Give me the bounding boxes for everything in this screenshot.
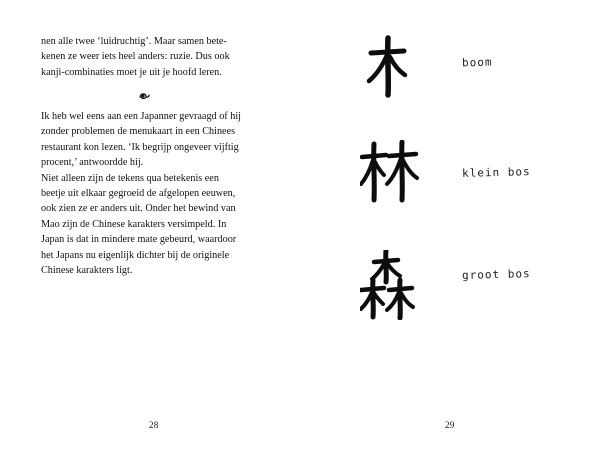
label-boom: boom [461,55,493,70]
left-text-block [41,34,276,80]
paragraph-1: nen alle twee ‘luidruchtig’. Maar samen bete- kenen ze weer iets heel anders: ruzie. Dus ook kanji-combinaties moet je uit je hoofd leren. [41,36,230,78]
right-page [300,0,600,450]
label-klein-bos: klein bos [461,165,531,180]
kanji-tree-illustration [360,35,440,100]
decorative-ornament-icon [138,88,150,98]
kanji-large-forest-illustration [360,250,440,320]
paragraph-3: Niet alleen zijn de tekens qua betekenis een beetje uit elkaar gegroeid de afgelopen eeuwen, ook zien ze er anders uit. Onder het bewind van Mao zijn de Chinese karakters versimpeld. In Japan is dat in mindere mate gebeurd, waardoor het Japans nu eigenlijk dichter bij de originele Chinese karakters ligt. [41,172,237,277]
page-number-left: 28 [149,420,159,430]
left-text-block-2 [41,109,276,278]
kanji-small-forest-illustration [360,140,440,205]
page-number-right: 29 [445,420,455,430]
paragraph-2: Ik heb wel eens aan een Japanner gevraagd of hij zonder problemen de menukaart in een Chinees restaurant kon lezen. ‘Ik begrijp ongeveer vijftig procent,’ antwoordde hij. [41,111,241,169]
label-groot-bos: groot bos [461,267,531,282]
